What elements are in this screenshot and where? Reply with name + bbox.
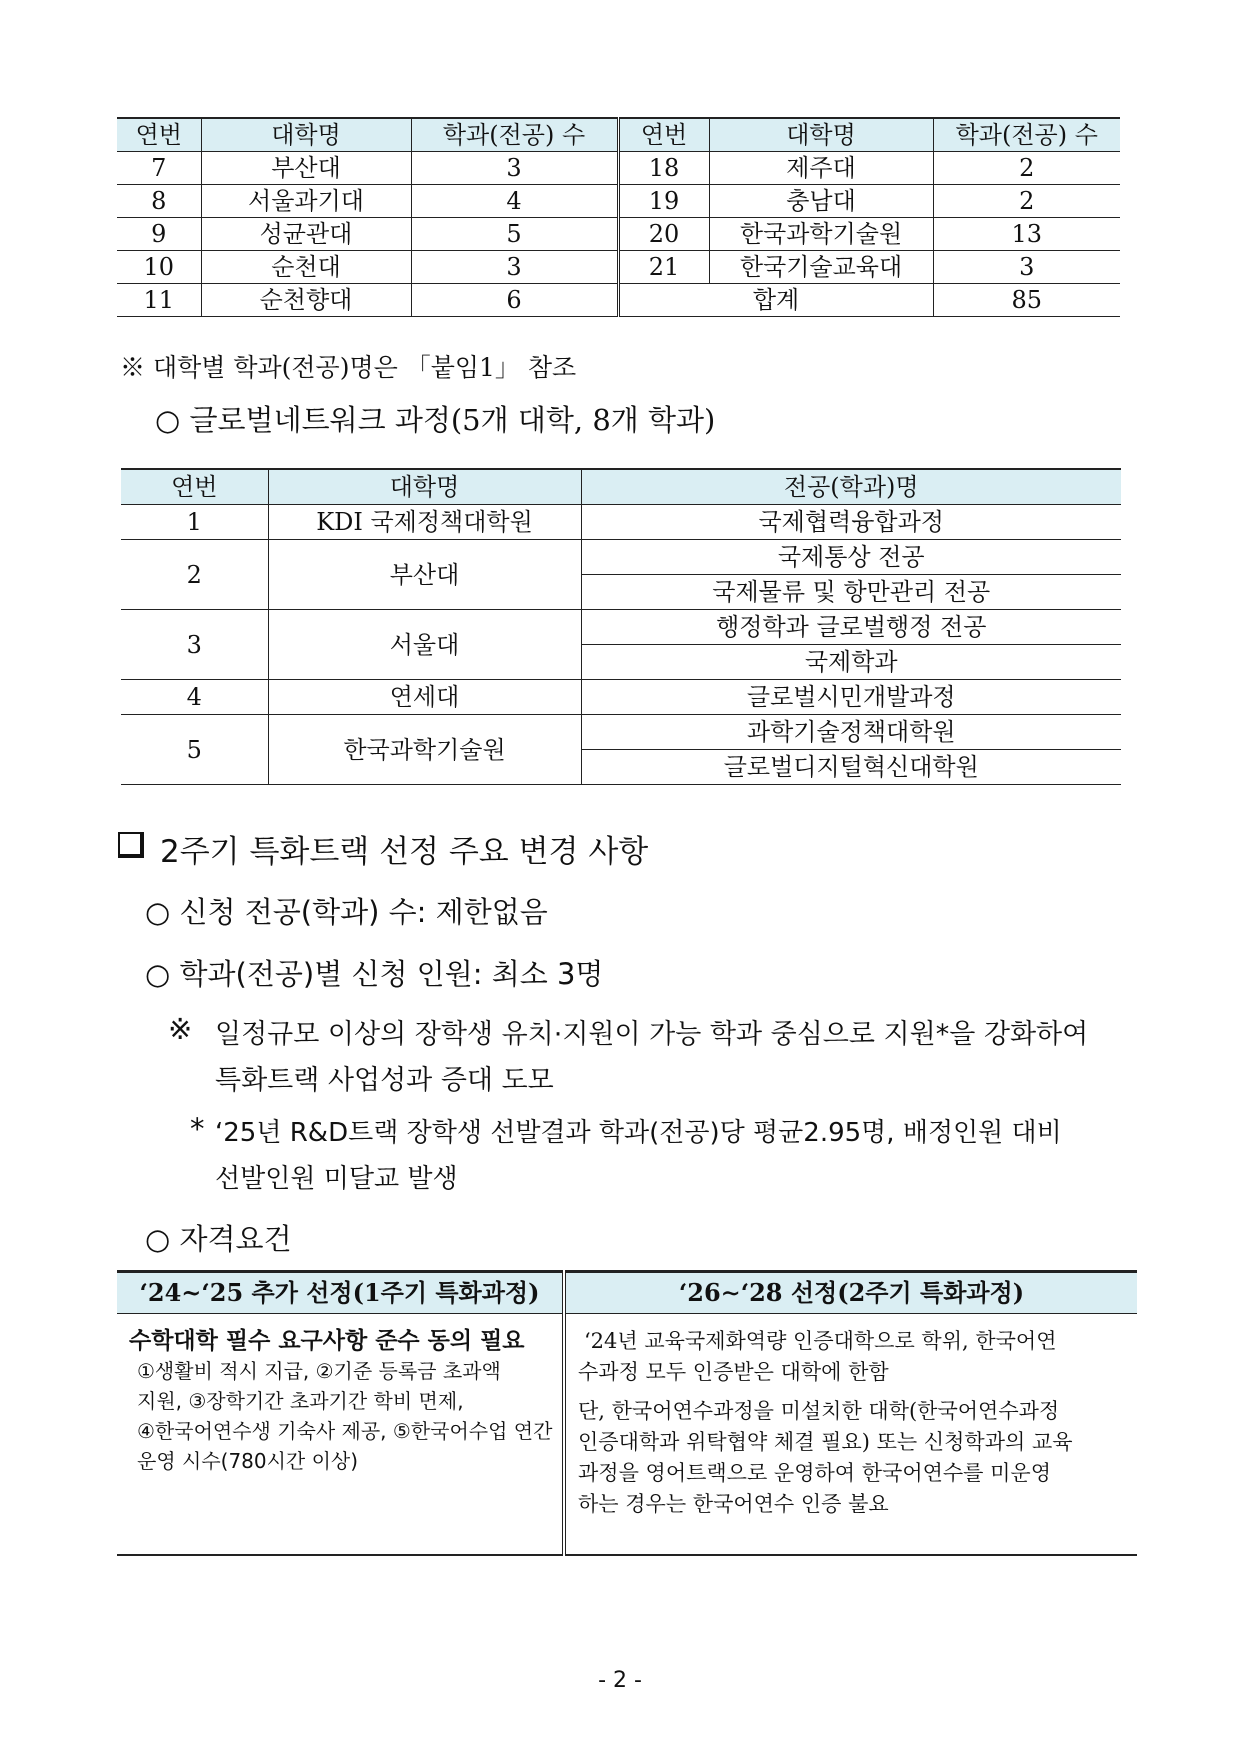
table-row: 국제학과	[121, 645, 1121, 680]
table-header: 연번 대학명 학과(전공) 수 연번 대학명 학과(전공) 수	[117, 118, 1120, 152]
table-row	[117, 1314, 1137, 1556]
page-number: - 2 -	[598, 1668, 642, 1693]
right-line: 인증대학과 위탁협약 체결 필요) 또는 신청학과의 교육	[578, 1430, 1073, 1454]
table-row: 국제물류 및 항만관리 전공	[121, 575, 1121, 610]
table-row: 4 연세대 글로벌시민개발과정	[121, 680, 1121, 715]
eligibility-table	[117, 1270, 1137, 1556]
table-row: 9 성균관대 5 20 한국과학기술원 13	[117, 218, 1120, 251]
right-line: 단, 한국어연수과정을 미설치한 대학(한국어연수과정	[578, 1399, 1060, 1423]
footnote-mark: *	[190, 1112, 205, 1146]
table-header: 연번 대학명 전공(학과)명	[121, 469, 1121, 505]
bullet-min-applicants: ○ 학과(전공)별 신청 인원: 최소 3명	[145, 957, 604, 991]
table-row: 5 한국과학기술원 과학기술정책대학원	[121, 715, 1121, 750]
table-row: 10 순천대 3 21 한국기술교육대 3	[117, 251, 1120, 284]
note-line: 특화트랙 사업성과 증대 도모	[215, 1065, 554, 1096]
requirement-line: ①생활비 적시 지급, ②기준 등록금 초과액	[137, 1359, 501, 1383]
footnote-line: 선발인원 미달교 발생	[215, 1164, 458, 1194]
right-line: 수과정 모두 인증받은 대학에 한함	[578, 1360, 889, 1384]
right-line: 과정을 영어트랙으로 운영하여 한국어연수를 미운영	[578, 1461, 1051, 1485]
requirement-line: 지원, ③장학기간 초과기간 학비 면제,	[137, 1389, 464, 1413]
table-row: 8 서울과기대 4 19 충남대 2	[117, 185, 1120, 218]
global-network-heading: ○ 글로벌네트워크 과정(5개 대학, 8개 학과)	[155, 403, 716, 437]
global-network-table	[121, 468, 1121, 785]
note-line: 일정규모 이상의 장학생 유치·지원이 가능 학과 중심으로 지원*을 강화하여	[215, 1019, 1089, 1050]
table-header: ‘24~‘25 추가 선정(1주기 특화과정) ‘26∼‘28 선정(2주기 특화과정)	[117, 1272, 1137, 1314]
table-row: 7 부산대 3 18 제주대 2	[117, 152, 1120, 185]
table-row: 글로벌디지털혁신대학원	[121, 750, 1121, 785]
checkbox-square-icon	[118, 832, 144, 858]
requirement-line: ④한국어연수생 기숙사 제공, ⑤한국어수업 연간	[137, 1419, 553, 1443]
requirement-line: 운영 시수(780시간 이상)	[137, 1449, 359, 1473]
section-title: 2주기 특화트랙 선정 주요 변경 사항	[160, 834, 649, 870]
right-line: 하는 경우는 한국어연수 인증 불요	[578, 1492, 889, 1516]
attachment-note: ※ 대학별 학과(전공)명은 「붙임1」 참조	[120, 353, 577, 382]
eligibility-heading: ○ 자격요건	[145, 1222, 292, 1256]
table-row: 2 부산대 국제통상 전공	[121, 540, 1121, 575]
left-title: 수학대학 필수 요구사항 준수 동의 필요	[129, 1327, 525, 1354]
right-line: ‘24년 교육국제화역량 인증대학으로 학위, 한국어연	[584, 1329, 1057, 1353]
university-count-table	[117, 117, 1120, 317]
table-row: 3 서울대 행정학과 글로벌행정 전공	[121, 610, 1121, 645]
footnote-line: ‘25년 R&D트랙 장학생 선발결과 학과(전공)당 평균2.95명, 배정인원 대비	[215, 1118, 1062, 1148]
table-row: 1 KDI 국제정책대학원 국제협력융합과정	[121, 505, 1121, 540]
table-row-total: 11 순천향대 6 합계 85	[117, 284, 1120, 317]
bullet-major-count: ○ 신청 전공(학과) 수: 제한없음	[145, 895, 548, 929]
note-mark: ※	[168, 1012, 193, 1046]
